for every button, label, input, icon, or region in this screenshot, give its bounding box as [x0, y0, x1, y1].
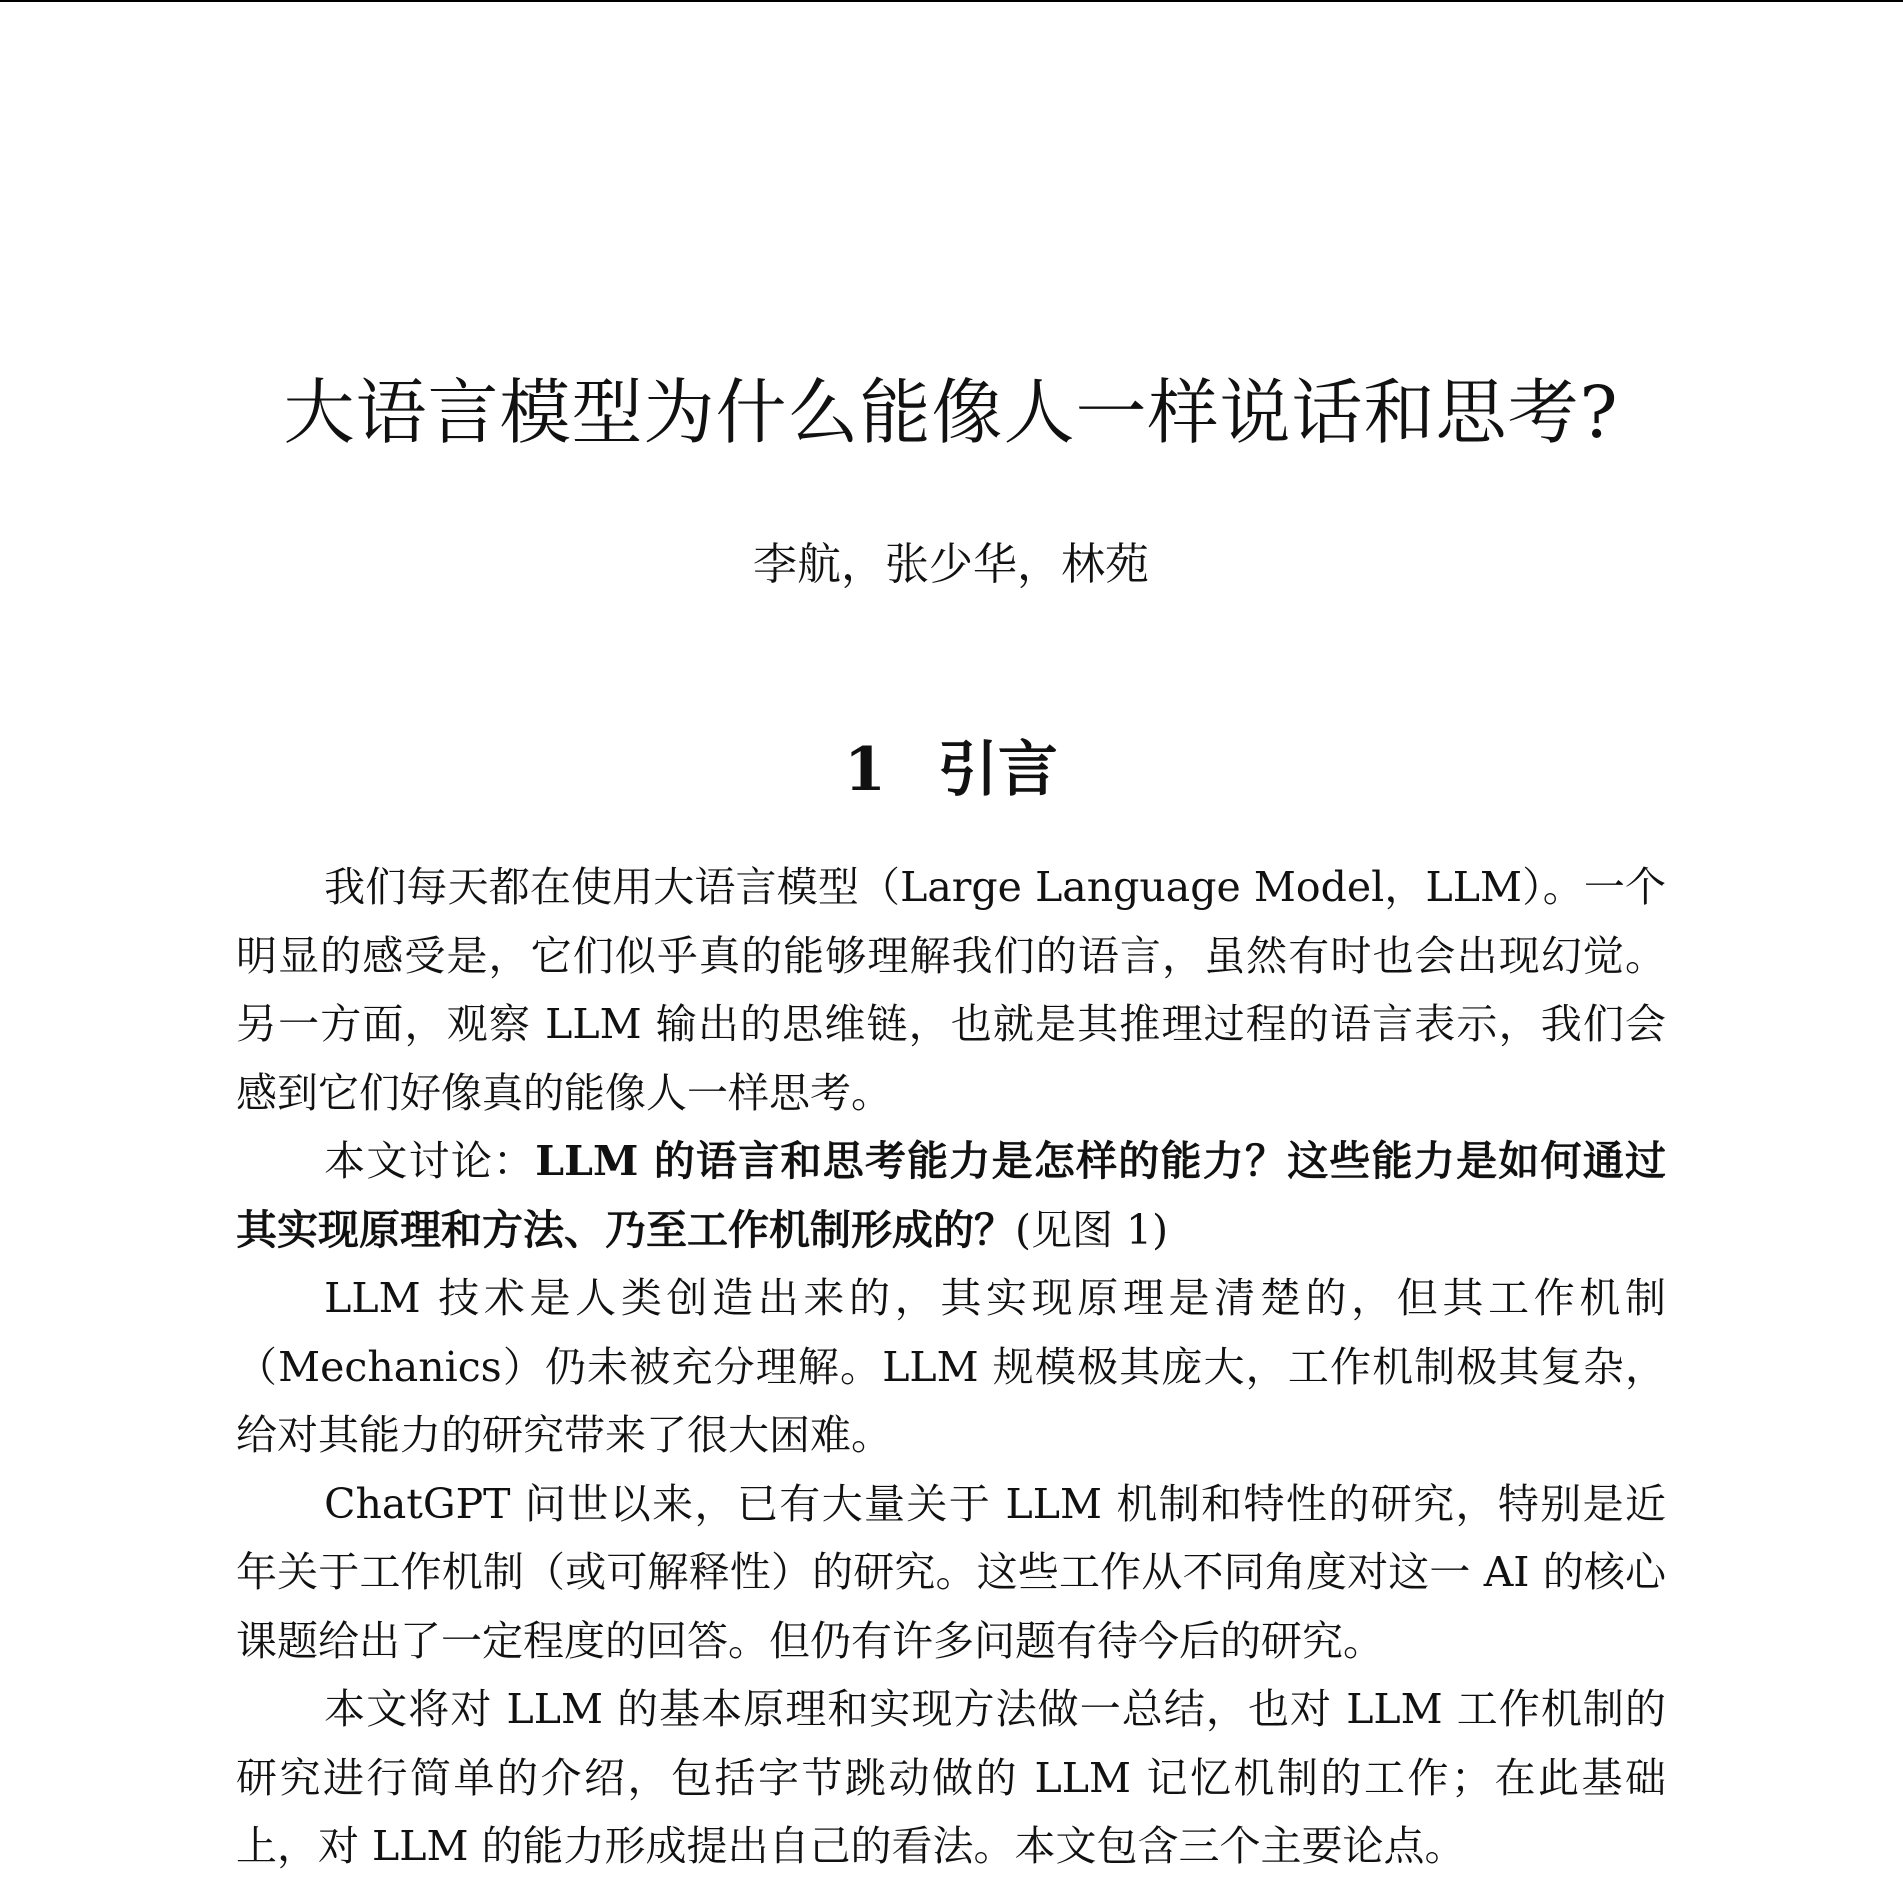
paper-title: 大语言模型为什么能像人一样说话和思考?	[283, 371, 1619, 454]
section-number: 1	[844, 735, 886, 805]
paper-authors: 李航，张少华，林苑	[753, 539, 1149, 590]
paragraph-4: ChatGPT 问世以来，已有大量关于 LLM 机制和特性的研究，特别是近年关于工作机制（或可解释性）的研究。这些工作从不同角度对这一 AI 的核心课题给出了一定程度的回答。但仍有许多问题有待今后的研究。	[236, 1479, 1666, 1665]
top-rule	[0, 0, 1903, 2]
paragraph-2	[236, 1127, 1666, 1264]
section-title: 引言	[937, 735, 1058, 805]
section-heading	[236, 730, 1666, 810]
paragraph-1: 我们每天都在使用大语言模型（Large Language Model，LLM）。一个明显的感受是，它们似乎真的能够理解我们的语言，虽然有时也会出现幻觉。另一方面，观察 LLM 输出的思维链，也就是其推理过程的语言表示，我们会感到它们好像真的能像人一样思考。	[236, 863, 1666, 1117]
paragraph-3: LLM 技术是人类创造出来的，其实现原理是清楚的，但其工作机制（Mechanics）仍未被充分理解。LLM 规模极其庞大，工作机制极其复杂，给对其能力的研究带来了很大困难。	[236, 1274, 1666, 1459]
paragraph-2-bold-question: LLM 的语言和思考能力是怎样的能力？这些能力是如何通过其实现原理和方法、乃至工作机制形成的？	[236, 1137, 1667, 1254]
figure-reference: (见图 1)	[1015, 1205, 1169, 1254]
paragraph-5: 本文将对 LLM 的基本原理和实现方法做一总结，也对 LLM 工作机制的研究进行简单的介绍，包括字节跳动做的 LLM 记忆机制的工作；在此基础上，对 LLM 的能力形成提出自己的看法。本文包含三个主要论点。	[236, 1685, 1666, 1870]
body-text	[236, 853, 1666, 1881]
paragraph-2-lead: 本文讨论：	[324, 1137, 536, 1185]
